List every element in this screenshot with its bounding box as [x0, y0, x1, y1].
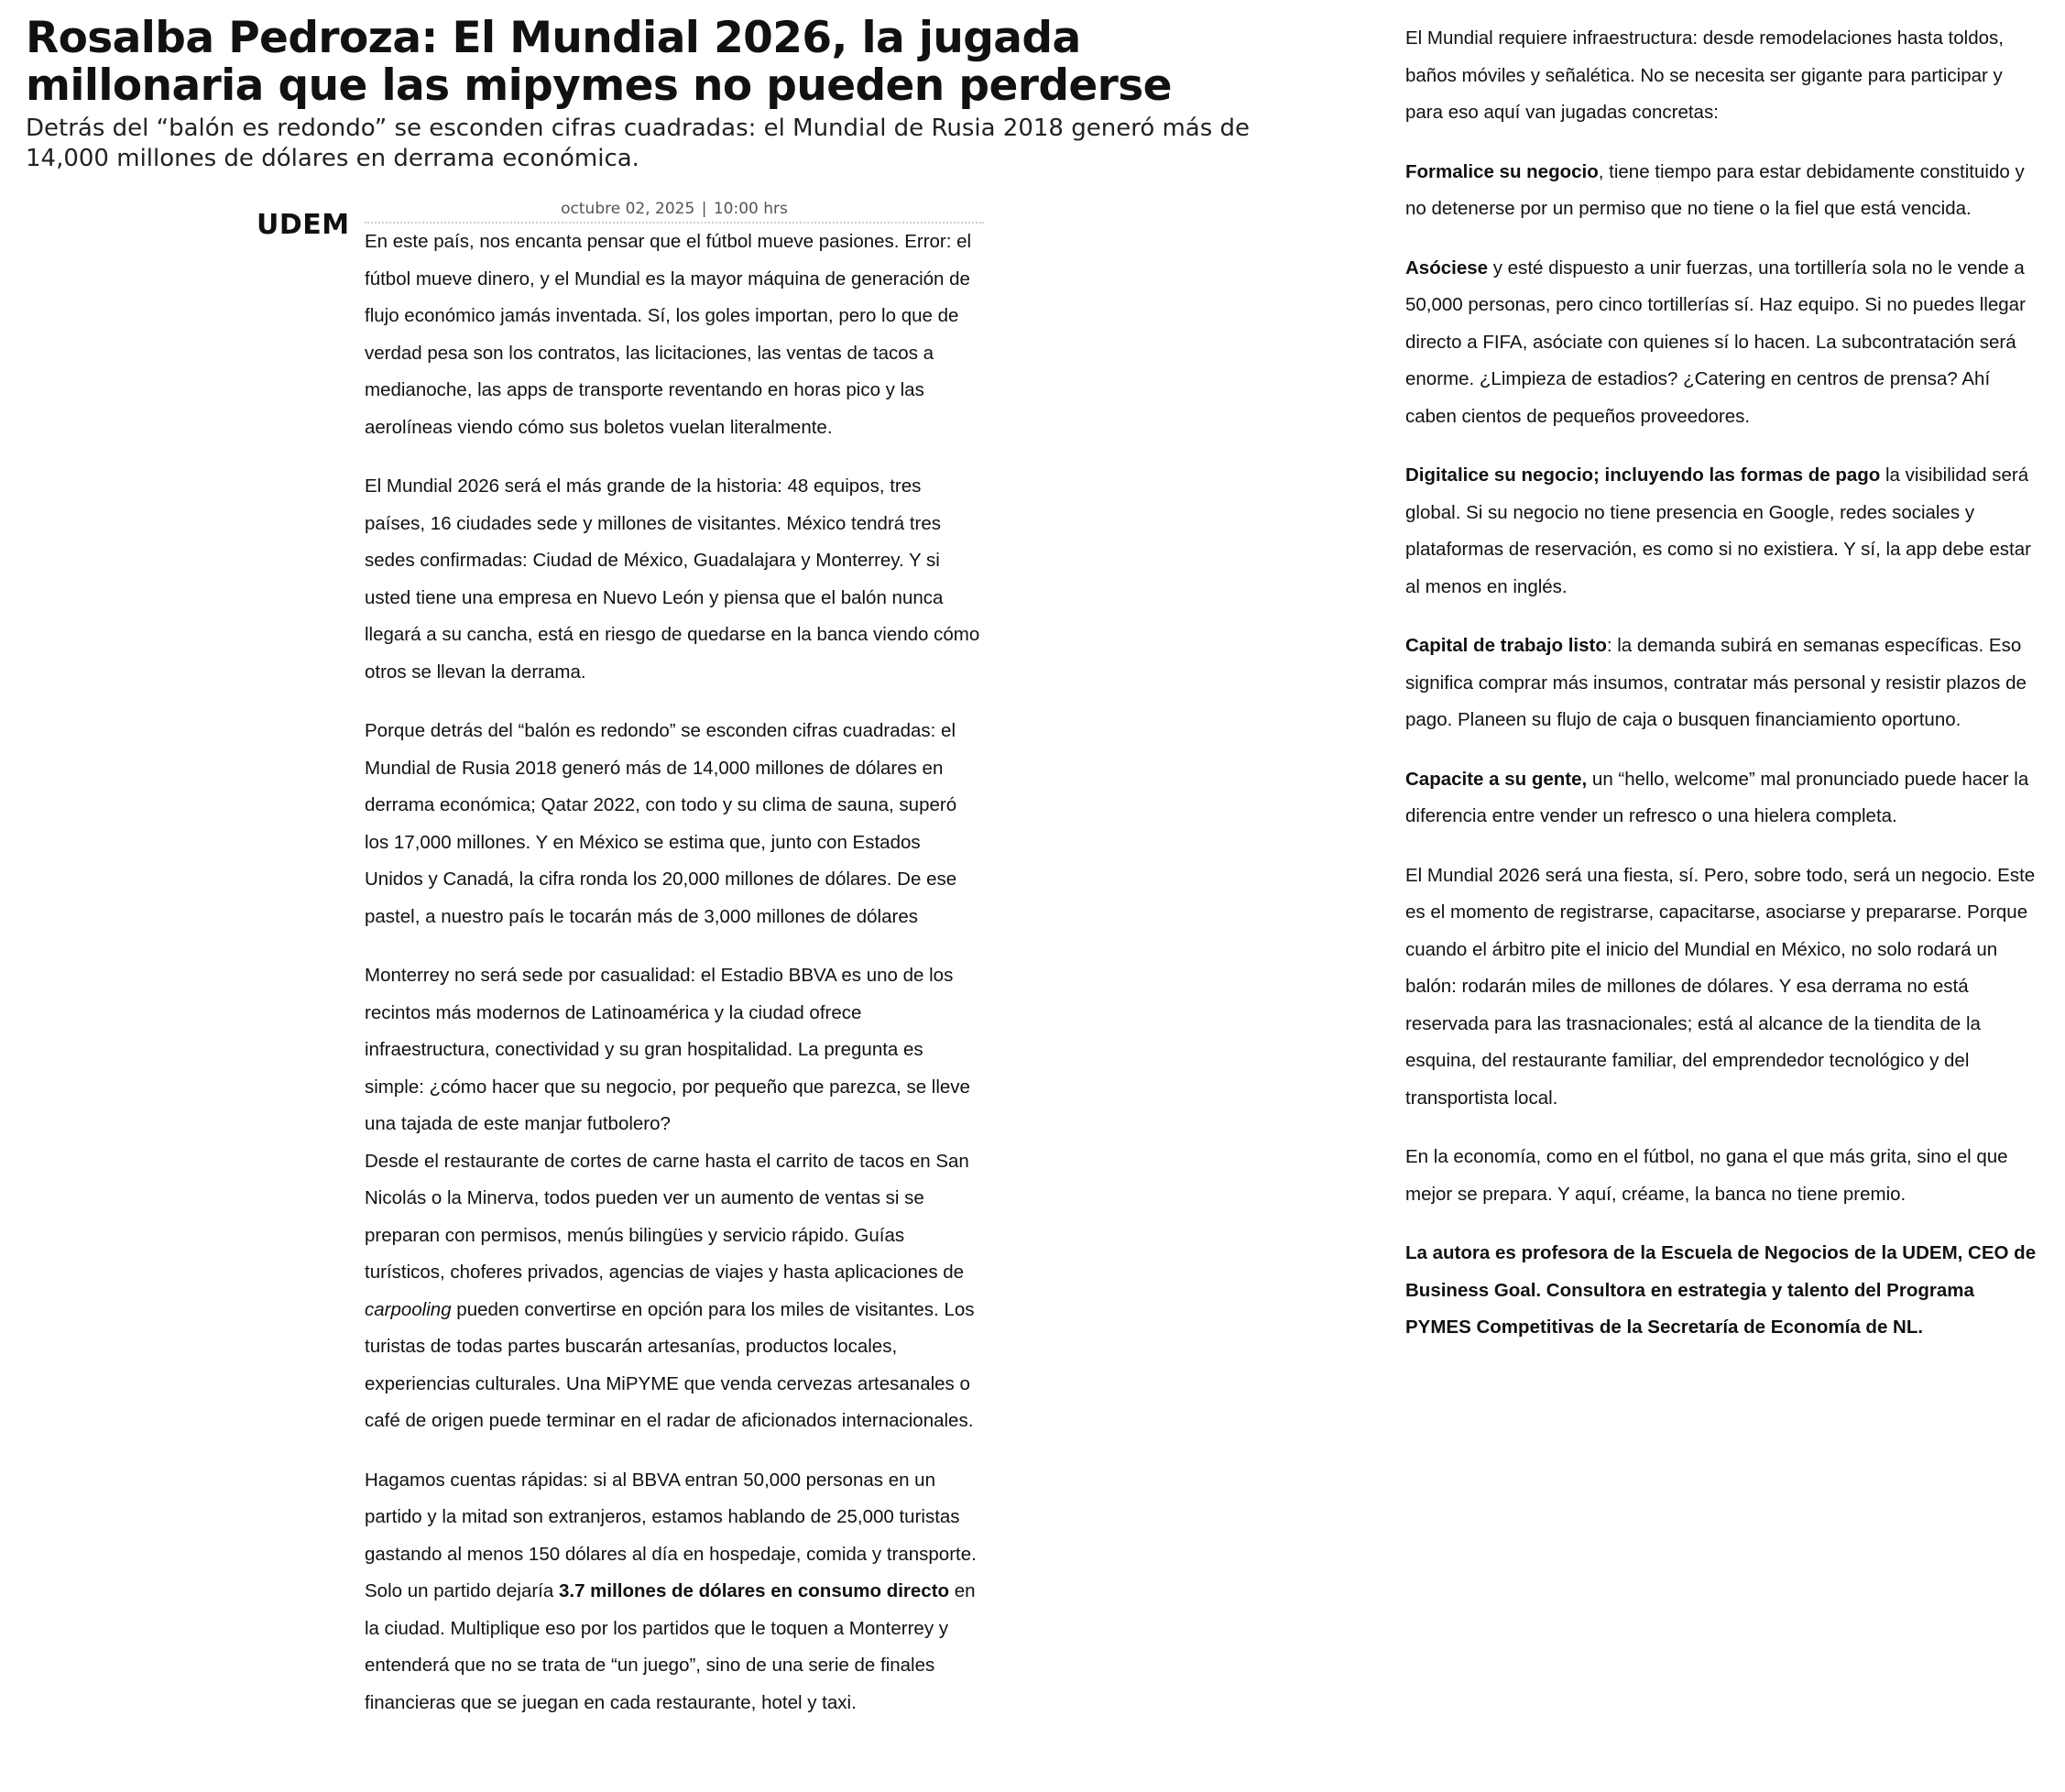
- article-paragraph: El Mundial requiere infraestructura: desde remodelaciones hasta toldos, baños móviles y señalética. No se necesita ser gigante para participar y para eso aquí van jugadas concretas:: [1405, 27, 2004, 123]
- paragraph-text: Hagamos cuentas rápidas: si al BBVA entran 50,000 personas en un partido y la mitad son extranjeros, estamos hablando de 25,000 turistas gastando al menos 150 dólares al día en hospedaje, comida y transporte. Solo un partido dejaría: [365, 1469, 977, 1601]
- tip-heading: Capacite a su gente,: [1405, 768, 1588, 790]
- tip-text: y esté dispuesto a unir fuerzas, una tortillería sola no le vende a 50,000 personas, pero cinco tortillerías sí. Haz equipo. Si no puedes llegar directo a FIFA, asóciate con quienes sí lo hacen. La subcontratación será enorme. ¿Limpieza de estadios? ¿Catering en centros de prensa? Ahí caben cientos de pequeños proveedores.: [1405, 257, 2026, 427]
- article-header: [26, 0, 1327, 174]
- emphasis-text: carpooling: [365, 1298, 452, 1320]
- tip-heading: Asóciese: [1405, 257, 1489, 279]
- date-line: [365, 196, 984, 224]
- page-title: Rosalba Pedroza: El Mundial 2026, la jugada millonaria que las mipymes no pueden perderse: [26, 13, 1172, 111]
- tip-heading: Formalice su negocio: [1405, 160, 1599, 182]
- author-bio: [1405, 1235, 2038, 1347]
- article-paragraph: El Mundial 2026 será el más grande de la historia: 48 equipos, tres países, 16 ciudades sede y millones de visitantes. México tendrá tres sedes confirmadas: Ciudad de México, Guadalajara y Monterrey. Y si usted tiene una empresa en Nuevo León y piensa que el balón nunca llegará a su cancha, está en riesgo de quedarse en la banca viendo cómo otros se llevan la derrama.: [365, 475, 980, 683]
- article-paragraph: Porque detrás del “balón es redondo” se esconden cifras cuadradas: el Mundial de Rusia 2018 generó más de 14,000 millones de dólares en derrama económica; Qatar 2022, con todo y su clima de sauna, superó los 17,000 millones. Y en México se estima que, junto con Estados Unidos y Canadá, la cifra ronda los 20,000 millones de dólares. De ese pastel, a nuestro país le tocarán más de 3,000 millones de dólares: [365, 720, 957, 927]
- article-body: [365, 224, 984, 1721]
- source-label: UDEM: [257, 209, 350, 241]
- tip-paragraph: [1405, 250, 2038, 436]
- highlight-text: 3.7 millones de dólares en consumo directo: [558, 1580, 950, 1601]
- paragraph-text: Desde el restaurante de cortes de carne hasta el carrito de tacos en San Nicolás o la Minerva, todos pueden ver un aumento de ventas si se preparan con permisos, menús bilingües y servicio rápido. Guías turísticos, choferes privados, agencias de viajes y hasta aplicaciones de: [365, 1150, 969, 1283]
- tip-text: , tiene tiempo para estar debidamente constituido y no detenerse por un permiso que no tiene o la fiel que está vencida.: [1405, 160, 2025, 219]
- paragraph-text: pueden convertirse en opción para los miles de visitantes. Los turistas de todas partes buscarán artesanías, productos locales, experiencias culturales. Una MiPYME que venda cervezas artesanales o café de origen puede terminar en el radar de aficionados internacionales.: [365, 1298, 975, 1431]
- publish-time: 10:00 hrs: [713, 200, 788, 218]
- author-bio-text: La autora es profesora de la Escuela de Negocios de la UDEM, CEO de Business Goal. Consultora en estrategia y talento del Programa PYMES Competitivas de la Secretaría de Economía de NL.: [1405, 1242, 2037, 1338]
- tip-paragraph: [1405, 761, 2038, 836]
- article-paragraph: En este país, nos encanta pensar que el fútbol mueve pasiones. Error: el fútbol mueve dinero, y el Mundial es la mayor máquina de generación de flujo económico jamás inventada. Sí, los goles importan, pero lo que de verdad pesa son los contratos, las licitaciones, las ventas de tacos a medianoche, las apps de transporte reventando en horas pico y las aerolíneas viendo cómo sus boletos vuelan literalmente.: [365, 231, 972, 438]
- article-paragraph: [365, 1143, 984, 1440]
- article-body-column: [365, 196, 984, 1743]
- article-continuation-column: [1405, 20, 2038, 1369]
- article-paragraph: En la economía, como en el fútbol, no gana el que más grita, sino el que mejor se prepara. Y aquí, créame, la banca no tiene premio.: [1405, 1146, 2008, 1205]
- tip-paragraph: [1405, 154, 2038, 228]
- tip-paragraph: [1405, 628, 2038, 739]
- date-separator: |: [701, 200, 707, 218]
- paragraph-text: en la ciudad. Multiplique eso por los partidos que le toquen a Monterrey y entenderá que no se trata de “un juego”, sino de una serie de finales financieras que se juegan en cada restaurante, hotel y taxi.: [365, 1580, 976, 1713]
- article-paragraph: El Mundial 2026 será una fiesta, sí. Pero, sobre todo, será un negocio. Este es el momento de registrarse, capacitarse, asociarse y prepararse. Porque cuando el árbitro pite el inicio del Mundial en México, no solo rodará un balón: rodarán miles de millones de dólares. Y esa derrama no está reservada para las trasnacionales; está al alcance de la tiendita de la esquina, del restaurante familiar, del emprendedor tecnológico y del transportista local.: [1405, 864, 2036, 1109]
- article-paragraph: Monterrey no será sede por casualidad: el Estadio BBVA es uno de los recintos más modernos de Latinoamérica y la ciudad ofrece infraestructura, conectividad y su gran hospitalidad. La pregunta es simple: ¿cómo hacer que su negocio, por pequeño que parezca, se lleve una tajada de este manjar futbolero?: [365, 965, 970, 1134]
- tip-heading: Digitalice su negocio; incluyendo las formas de pago: [1405, 464, 1881, 486]
- tip-text: : la demanda subirá en semanas específicas. Eso significa comprar más insumos, contratar más personal y resistir plazos de pago. Planeen su flujo de caja o busquen financiamiento oportuno.: [1405, 635, 2027, 730]
- publish-date: octubre 02, 2025: [561, 200, 695, 218]
- tip-heading: Capital de trabajo listo: [1405, 635, 1607, 656]
- tip-text: un “hello, welcome” mal pronunciado puede hacer la diferencia entre vender un refresco o una hielera completa.: [1405, 768, 2029, 826]
- tip-text: la visibilidad será global. Si su negocio no tiene presencia en Google, redes sociales y plataformas de reservación, es como si no existiera. Y sí, la app debe estar al menos en inglés.: [1405, 464, 2031, 597]
- article-subtitle: Detrás del “balón es redondo” se esconden cifras cuadradas: el Mundial de Rusia 2018 generó más de 14,000 millones de dólares en derrama económica.: [26, 115, 1251, 172]
- article-paragraph: [365, 1462, 984, 1722]
- tip-paragraph: [1405, 457, 2038, 606]
